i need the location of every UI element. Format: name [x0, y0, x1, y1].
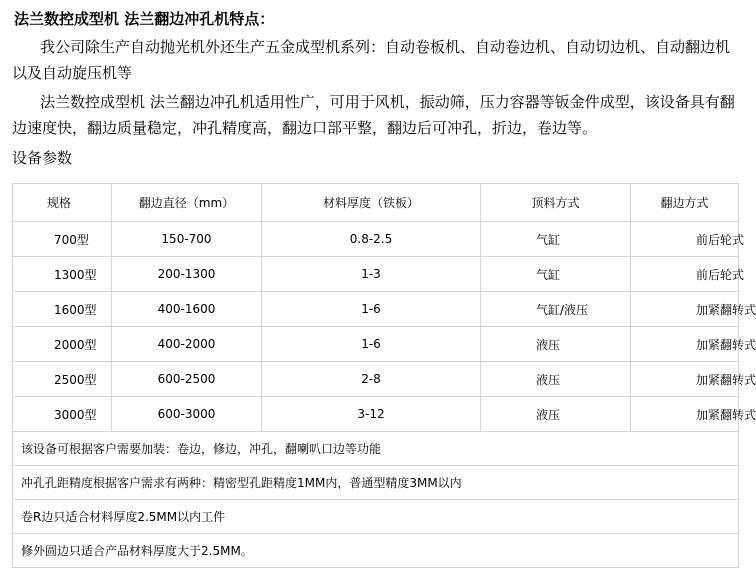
model-cell: 700型	[13, 222, 112, 257]
note-cell: 该设备可根据客户需要加装：卷边，修边，冲孔，翻喇叭口边等功能	[13, 432, 739, 466]
model-cell: 1600型	[13, 292, 112, 327]
table-row	[13, 327, 739, 362]
flanging-cell: 前后轮式	[631, 257, 739, 292]
intro-text: 我公司除生产自动抛光机外还生产五金成型机系列：自动卷板机、自动卷边机、自动切边机、自动翻边机以及自动旋压机等	[12, 38, 731, 82]
note-row	[13, 466, 739, 500]
section-title: 设备参数	[12, 149, 73, 167]
note-row	[13, 534, 739, 568]
spec-table	[12, 183, 756, 568]
ejection-cell: 液压	[481, 362, 631, 397]
flanging-cell: 加紧翻转式	[631, 327, 739, 362]
diameter-cell: 400-1600	[112, 292, 262, 327]
thickness-cell: 2-8	[262, 362, 481, 397]
diameter-cell: 600-2500	[112, 362, 262, 397]
diameter-cell: 600-3000	[112, 397, 262, 432]
model-cell: 2000型	[13, 327, 112, 362]
thickness-cell: 1-3	[262, 257, 481, 292]
ejection-cell: 气缸/液压	[481, 292, 631, 327]
header-cell: 材料厚度（铁板）	[262, 184, 481, 222]
table-row	[13, 292, 739, 327]
note-cell: 冲孔孔距精度根据客户需求有两种：精密型孔距精度1MM内，普通型精度3MM以内	[13, 466, 739, 500]
table-row	[13, 257, 739, 292]
ejection-cell: 气缸	[481, 222, 631, 257]
note-cell: 修外圆边只适合产品材料厚度大于2.5MM。	[13, 534, 739, 568]
flanging-cell: 加紧翻转式	[631, 397, 739, 432]
thickness-cell: 1-6	[262, 327, 481, 362]
diameter-cell: 150-700	[112, 222, 262, 257]
header-cell: 顶料方式	[481, 184, 631, 222]
diameter-cell: 200-1300	[112, 257, 262, 292]
table-row	[13, 362, 739, 397]
feature-text: 法兰数控成型机 法兰翻边冲孔机适用性广，可用于风机，振动筛，压力容器等钣金件成型，该设备具有翻边速度快，翻边质量稳定，冲孔精度高，翻边口部平整，翻边后可冲孔，折边，卷边等。	[12, 93, 735, 137]
ejection-cell: 液压	[481, 327, 631, 362]
header-cell: 翻边直径（mm）	[112, 184, 262, 222]
flanging-cell: 加紧翻转式	[631, 362, 739, 397]
thickness-cell: 3-12	[262, 397, 481, 432]
flanging-cell: 加紧翻转式	[631, 292, 739, 327]
diameter-cell: 400-2000	[112, 327, 262, 362]
page-title: 法兰数控成型机 法兰翻边冲孔机特点：	[14, 10, 275, 28]
ejection-cell: 气缸	[481, 257, 631, 292]
model-cell: 2500型	[13, 362, 112, 397]
model-cell: 1300型	[13, 257, 112, 292]
thickness-cell: 1-6	[262, 292, 481, 327]
header-cell: 翻边方式	[631, 184, 739, 222]
header-cell: 规格	[13, 184, 112, 222]
note-cell: 卷R边只适合材料厚度2.5MM以内工件	[13, 500, 739, 534]
table-row	[13, 397, 739, 432]
feature-paragraph	[12, 89, 740, 141]
intro-paragraph	[12, 34, 740, 86]
thickness-cell: 0.8-2.5	[262, 222, 481, 257]
model-cell: 3000型	[13, 397, 112, 432]
note-row	[13, 432, 739, 466]
ejection-cell: 液压	[481, 397, 631, 432]
flanging-cell: 前后轮式	[631, 222, 739, 257]
note-row	[13, 500, 739, 534]
table-header-row	[13, 184, 739, 222]
table-row	[13, 222, 739, 257]
